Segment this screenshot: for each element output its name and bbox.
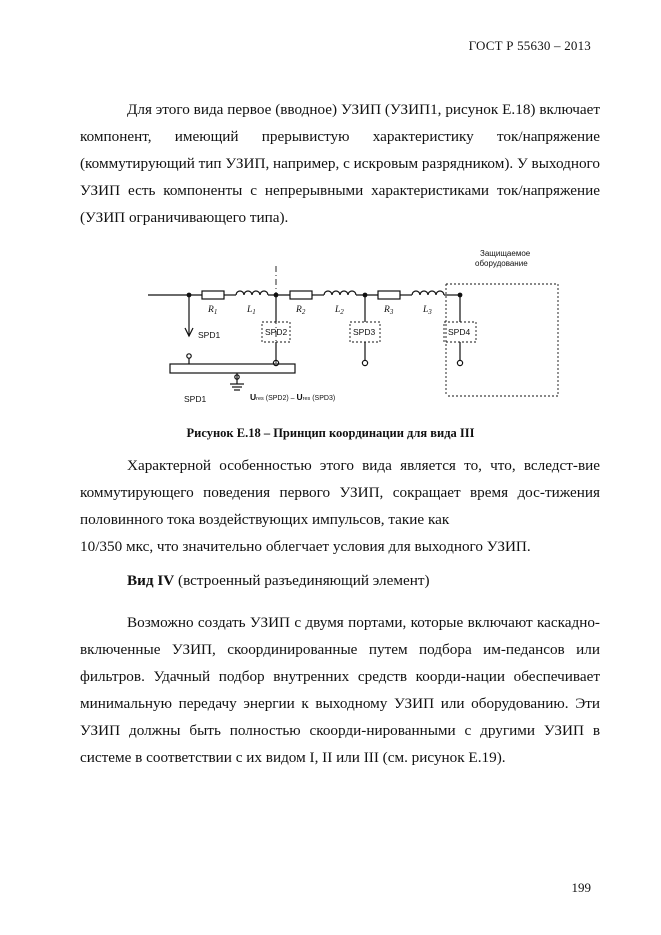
coordination-circuit-diagram	[140, 246, 570, 416]
intro-paragraph: Для этого вида первое (вводное) УЗИП (УЗИП1, рисунок Е.18) включает компонент, имеющий прерывистую характеристику ток/напряжение (коммутирующий тип УЗИП, например, с искровым разрядником). У выходного УЗИП есть компоненты с непрерывными характеристиками ток/напряжение (УЗИП ограничивающего типа).	[80, 101, 600, 226]
middle-paragraph-end: 10/350 мкс, что значительно облегчает условия для выходного УЗИП.	[80, 538, 531, 555]
spd1-top-label: SPD1	[198, 330, 221, 340]
svg-text:L3: $L_3$	[423, 305, 432, 316]
svg-text:L2: $L_2$	[335, 305, 344, 316]
spd1-bottom-label: SPD1	[184, 394, 207, 404]
protected-equipment-label-1: Защищаемое	[480, 249, 531, 258]
section-subtitle: (встроенный разъединяющий элемент)	[174, 572, 430, 589]
middle-paragraph: Характерной особенностью этого вида является то, что, вследст-вие коммутирующего поведения первого УЗИП, сокращает время дос-тижения половинного тока воздействующих импульсов, такие как	[80, 457, 600, 528]
spd3-label: SPD3	[353, 327, 376, 337]
bottom-paragraph-block	[80, 609, 600, 771]
spd2-label: SPD2	[265, 327, 288, 337]
section-heading-block	[80, 567, 600, 594]
resistor-r2	[290, 291, 312, 299]
figure-caption: Рисунок Е.18 – Принцип координации для вида III	[186, 426, 475, 440]
section-heading	[80, 567, 600, 594]
resistor-r1	[202, 291, 224, 299]
section-title: Вид IV	[127, 572, 175, 589]
protected-equipment-label-2: оборудование	[475, 259, 528, 268]
inductor-l2	[324, 291, 356, 295]
svg-text:R2: $R_2$	[296, 305, 306, 316]
intro-paragraph-block	[80, 96, 600, 231]
document-header: ГОСТ Р 55630 – 2013	[468, 38, 591, 53]
svg-text:L1: $L_1$	[247, 305, 256, 316]
svg-text:R1: $R_1$	[208, 305, 218, 316]
bottom-paragraph: Возможно создать УЗИП с двумя портами, которые включают каскадно-включенные УЗИП, скоординированные путем подбора им-педансов или фильтров. Удачный подбор внутренних средств коорди-нации обеспечивает минимальную передачу энергии к выходному УЗИП или оборудованию. Эти УЗИП должны быть полностью скоорди-нированными с другими УЗИП в системе в соответствии с их видом I, II или III (см. рисунок Е.19).	[80, 614, 600, 766]
ures-relation-label: Ures (SPD2) – Ures (SPD3)	[250, 392, 336, 402]
inductor-l3	[412, 291, 444, 295]
inductor-l1	[236, 291, 268, 295]
page-number: 199	[571, 880, 591, 895]
svg-text:R3: $R_3$	[384, 305, 394, 316]
middle-paragraph-block	[80, 452, 600, 560]
resistor-r3	[378, 291, 400, 299]
spd4-label: SPD4	[448, 327, 471, 337]
